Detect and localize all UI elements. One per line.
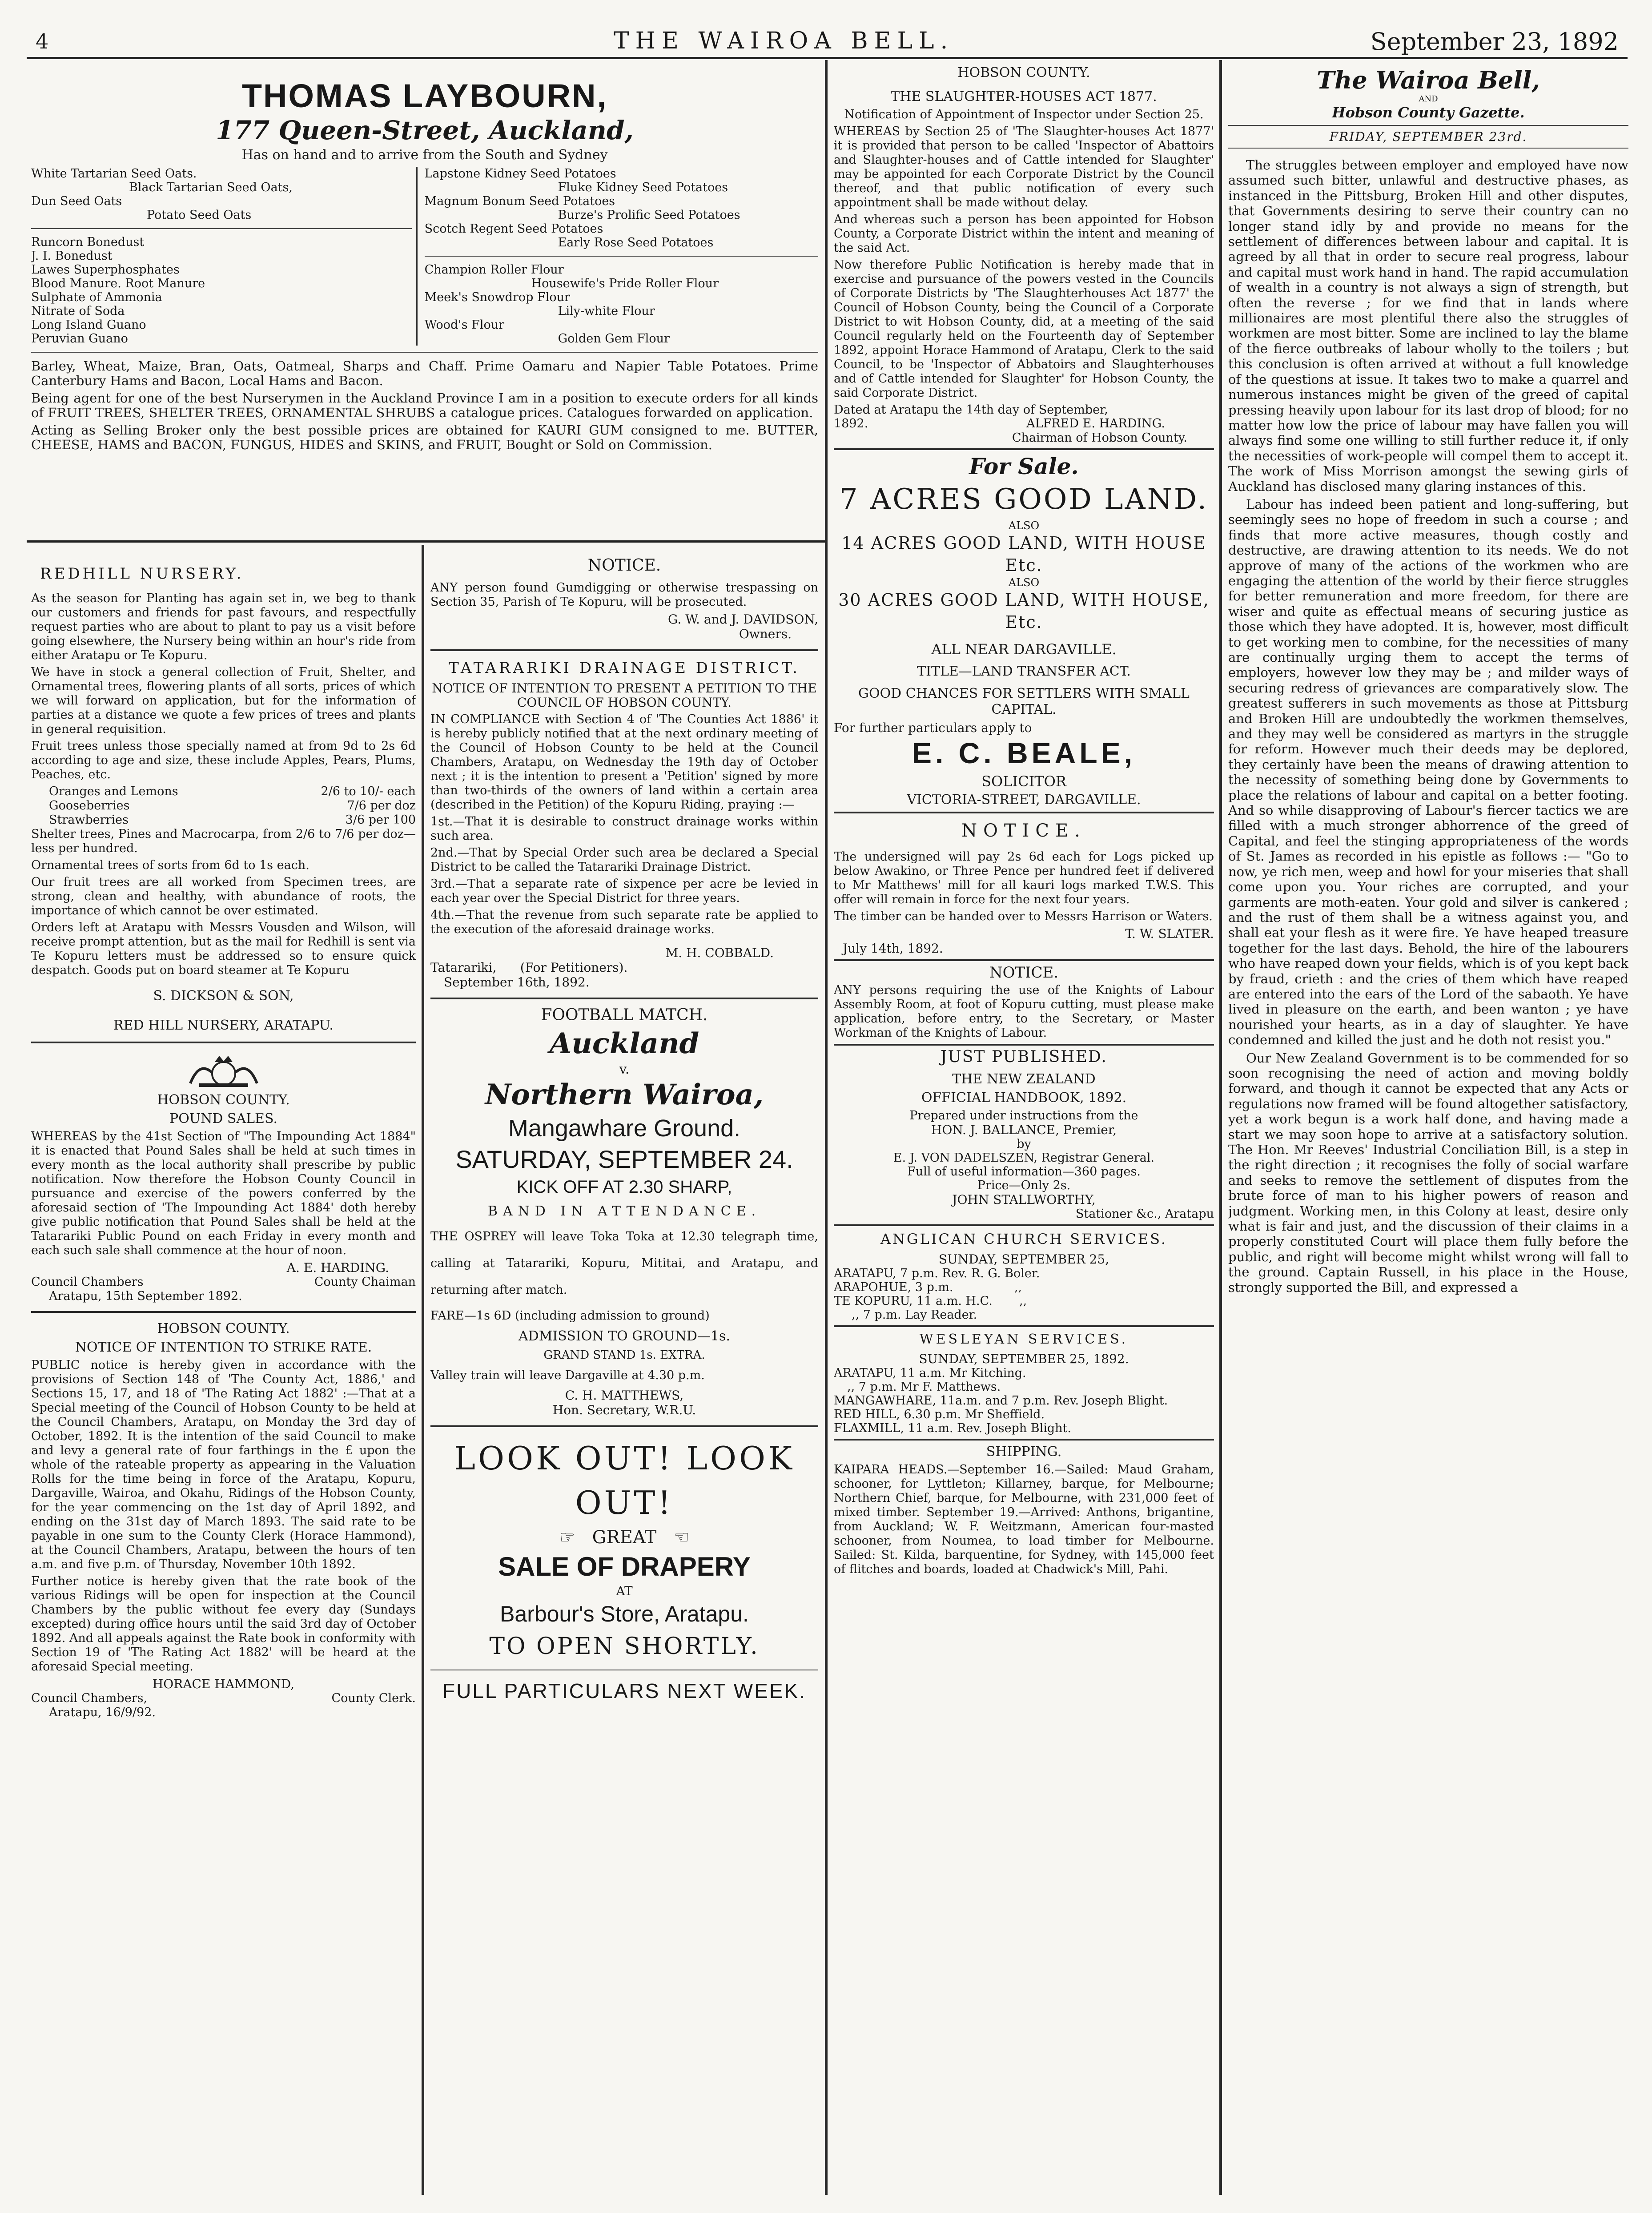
redhill-ad	[31, 565, 416, 1034]
strike-body: Further notice is hereby given that the rate book of the various Ridings will be open for inspection at the Council Chambers by the public without fee every day (Sundays excepted) during office hours until the said 3rd day of October 1892. And all appeals against the Rate book in conformity with Section 19 of 'The Rating Act 1882' will be heard at the aforesaid Special meeting.	[31, 1574, 416, 1674]
football-date: SATURDAY, SEPTEMBER 24.	[455, 1145, 793, 1173]
stock-item: Nitrate of Soda	[31, 304, 125, 318]
anglican-services	[834, 1231, 1214, 1322]
divider	[430, 998, 818, 999]
published-by: by	[1017, 1137, 1031, 1151]
forsale-title: TITLE—LAND TRANSFER ACT.	[917, 664, 1131, 679]
drapery-full: FULL PARTICULARS NEXT WEEK.	[442, 1679, 807, 1702]
column-rule	[1219, 60, 1222, 2195]
price-item: Oranges and Lemons	[49, 785, 178, 798]
drapery-lookout: LOOK OUT! LOOK OUT!	[454, 1440, 795, 1521]
slaughter-sig-row	[834, 417, 1214, 431]
football-admission: ADMISSION TO GROUND—1s.	[519, 1328, 730, 1344]
service-ditto: ,,	[1019, 1294, 1027, 1308]
published-seller-role: Stationer &c., Aratapu	[1075, 1207, 1214, 1221]
labour-heading: NOTICE.	[989, 964, 1059, 982]
price-row	[31, 813, 416, 827]
service-line: RED HILL, 6.30 p.m. Mr Sheffield.	[834, 1408, 1045, 1421]
anglican-heading: ANGLICAN CHURCH SERVICES.	[880, 1231, 1168, 1247]
gumdig-signature: G. W. and J. DAVIDSON,	[667, 612, 818, 627]
football-osprey: THE OSPREY will leave Toka Toka at 12.30 telegraph time, calling at Tatarariki, Kopuru, Mititai, and Aratapu, and returning after match.	[430, 1230, 818, 1297]
redhill-para: Ornamental trees of sorts from 6d to 1s each.	[31, 858, 309, 872]
drainage-item: 1st.—That it is desirable to construct drainage works within such area.	[430, 815, 818, 843]
editorial-para: Labour has indeed been patient and long-suffering, but seemingly sees no hope of freedom in such a course ; and finds that more active measures, though costly and destructive, are drawing attention to its needs. We do not approve of many of the actions of the workmen who are engaging the attention of the world by their fierce struggles for better remuneration and more freedom, for there are wiser and quite as effectual means of securing justice as those which they have adopted. It is, however, most difficult to get working men to combine, for the necessities of many are continually urging them to accept the terms of employers, however low they may be ; and milder ways of securing redress of grievances are comparatively slow. The greatest sufferers in such movements as those at Pittsburg and Broken Hill are undoubtedly the workmen themselves, and they may well be considered as martyrs in the struggle for reform. However much their deeds may be deplored, they certainly have been the means of drawing attention to the necessity of something being done by Governments to place the relations of labour and capital on a better footing. And so while disapproving of Labour's fiercer tactics we are filled with a much stronger abhorrence of the greed of Capital, and feel the stinging appropriateness of the words of St. James as recorded in his epistle as follows :— "Go to now, ye rich men, weep and howl for your miseries that shall come upon you. Your riches are corrupted, and your garments are moth-eaten. Your gold and silver is cankered ; and the rust of them shall be a witness against you, and shall eat your flesh as it were fire. Ye have heaped treasure together for the last days. Behold, the hire of the labourers who have reaped down your fields, which is of you kept back by fraud, crieth : and the cries of them which have reaped are entered into the ears of the Lord of the sabaoth. Ye have lived in pleasure on the earth, and been wanton ; ye have nourished your hearts, as in a day of slaughter. Ye have condemned and killed the just and he doth not resist you."	[1228, 496, 1628, 1048]
laybourn-name: THOMAS LAYBOURN,	[241, 78, 608, 114]
drainage-item: 2nd.—That by Special Order such area be declared a Special District to be called the Tatarariki Drainage District.	[430, 846, 818, 874]
laybourn-para: Acting as Selling Broker only the best possible prices are obtained for KAURI GUM consigned to me. BUTTER, CHEESE, HAMS and BACON, FUNGUS, HIDES and SKINS, and FRUIT, Bought or Sold on Commission.	[31, 422, 818, 452]
redhill-para: Orders left at Aratapu with Messrs Vousden and Wilson, will receive prompt attention, but as the mail for Redhill is sent via Te Kopuru letters must be addressed so to ensure quick despatch. Goods put on board steamer at Te Kopuru	[31, 921, 416, 977]
divider	[31, 1311, 416, 1313]
service-line	[834, 1308, 1214, 1322]
stock-item: J. I. Bonedust	[31, 249, 113, 263]
column-1	[31, 551, 416, 2197]
laybourn-ad	[31, 78, 818, 536]
page-number: 4	[36, 29, 49, 53]
masthead-title: THE WAIROA BELL.	[614, 28, 954, 54]
service-text: TE KOPURU, 11 a.m. H.C.	[834, 1294, 993, 1308]
stock-item: Dun Seed Oats	[31, 194, 122, 208]
divider	[834, 1044, 1214, 1046]
price-item: Gooseberries	[49, 799, 130, 813]
strike-place: Council Chambers,	[31, 1691, 148, 1705]
gumdigging-notice	[430, 558, 818, 641]
strike-heading: HOBSON COUNTY.	[157, 1321, 290, 1336]
price-item: Strawberries	[49, 813, 129, 827]
logs-signature: T. W. SLATER.	[1125, 926, 1214, 941]
divider	[430, 1425, 818, 1427]
laybourn-para: Barley, Wheat, Maize, Bran, Oats, Oatmeal, Sharps and Chaff. Prime Oamaru and Napier Table Potatoes. Prime Canterbury Hams and Bacon, Local Hams and Bacon.	[31, 358, 818, 388]
drainage-place: Tatarariki,	[430, 960, 497, 975]
strike-date: Aratapu, 16/9/92.	[49, 1706, 156, 1719]
published-author: E. J. VON DADELSZEN, Registrar General.	[893, 1151, 1155, 1165]
laybourn-left-list	[31, 167, 418, 346]
service-line	[834, 1280, 1214, 1294]
stock-item: Lily-white Flour	[558, 304, 655, 318]
editorial-title: The Wairoa Bell,	[1316, 66, 1540, 94]
stock-item: Champion Roller Flour	[424, 263, 564, 277]
price-value: 3/6 per 100	[345, 813, 416, 827]
slaughter-heading: HOBSON COUNTY.	[957, 65, 1090, 80]
service-text: ,, 7 p.m. Lay Reader.	[852, 1308, 977, 1322]
service-text: ARAPOHUE, 3 p.m.	[834, 1280, 953, 1294]
pound-sales-notice	[31, 1052, 416, 1303]
slaughter-signature: ALFRED E. HARDING.	[1026, 417, 1165, 431]
service-line: FLAXMILL, 11 a.m. Rev. Joseph Blight.	[834, 1421, 1072, 1435]
logs-heading: NOTICE.	[961, 821, 1086, 841]
slaughter-body: Now therefore Public Notification is hereby made that in exercise and pursuance of the powers vested in the Councils of Corporate Districts by 'The Slaughterhouses Act 1877' the Council of Hobson County, being the Council of a Corporate District to wit Hobson County, did, at a meeting of the said Council regularly held on the Fourteenth day of September 1892, appoint Horace Hammond of Aratapu, Clerk to the said Council, to be 'Inspector of Abbatoirs and Slaughterhouses and of Cattle intended for Slaughter' for Hobson County, the said Corporate District.	[834, 258, 1214, 400]
football-ground: Mangawhare Ground.	[508, 1115, 741, 1142]
slaughter-subheading: THE SLAUGHTER-HOUSES ACT 1877.	[891, 89, 1157, 105]
slaughter-dated: Dated at Aratapu the 14th day of September,	[834, 403, 1108, 417]
price-row	[31, 785, 416, 799]
forsale-lot1: 7 ACRES GOOD LAND.	[839, 483, 1209, 516]
forsale-also: ALSO	[1008, 576, 1040, 589]
shipping-body: KAIPARA HEADS.—September 16.—Sailed: Maud Graham, schooner, for Lyttleton; Killarney, barque, for Melbourne; Northern Chief, barque, for Melbourne, with 231,000 feet of mixed timber. September 19.—Arrived: Anthons, brigantine, from Auckland; W. F. Weitzmann, American four-masted schooner, from Noumea, to load timber for Melbourne. Sailed: St. Kilda, barquentine, for Sydney, with 145,000 feet of flitches and boards, loaded at Chadwick's Mill, Pahi.	[834, 1463, 1214, 1576]
anglican-date: SUNDAY, SEPTEMBER 25,	[938, 1252, 1109, 1267]
price-value: 2/6 to 10/- each	[321, 785, 416, 798]
section-rule	[27, 540, 825, 543]
drainage-date: September 16th, 1892.	[444, 975, 590, 990]
laybourn-address: 177 Queen-Street, Auckland,	[216, 115, 634, 145]
slaughter-role: Chairman of Hobson County.	[1012, 431, 1187, 445]
editorial-para: The struggles between employer and employed have now assumed such bitter, unlawful and destructive phases, as instanced in the Pittsburg, Broken Hill and other disputes, that Governments desiring to serve their country can no longer stand idly by and provide no means for the settlement of differences between labour and capital. It is agreed by all that in order to secure real progress, labour and capital must work hand in hand. The rapid accumulation of wealth in a country is not always a sign of strength, but often the reverse ; for we find that in lands where millionaires are most plentiful there also the struggles of workmen are most bitter. Some are inclined to lay the blame of the fierce outbreaks of labour wholly to the toilers ; but this conclusion is often arrived at without a full knowledge of the questions at issue. It takes two to make a quarrel and numerous instances might be given of the greed of capital pressing heavily upon labour for its last drop of blood; for no matter how low the price of labour may have fallen you will always find some one willing to still further reduce it, if only the necessities of work-people will compel them to accept it. The work of Miss Morrison amongst the sewing girls of Auckland has disclosed many glaring instances of this.	[1228, 157, 1628, 494]
stock-item: Golden Gem Flour	[558, 332, 670, 346]
service-line	[834, 1267, 1214, 1280]
slaughter-notice	[834, 65, 1214, 445]
laybourn-stock-lists	[31, 167, 818, 346]
published-title-1: THE NEW ZEALAND	[952, 1071, 1096, 1087]
strike-roles	[31, 1691, 416, 1706]
drainage-item: 4th.—That the revenue from such separate rate be applied to the execution of the aforesaid drainage works.	[430, 908, 818, 936]
stock-item: Fluke Kidney Seed Potatoes	[558, 181, 728, 194]
masthead-rule	[27, 57, 1628, 59]
drapery-great-row	[430, 1525, 818, 1550]
column-2	[430, 551, 818, 2197]
forsale-chances: GOOD CHANCES FOR SETTLERS WITH SMALL CAPITAL.	[858, 686, 1190, 717]
pound-role: Council Chambers	[31, 1275, 144, 1289]
divider	[1228, 125, 1628, 126]
football-fare: FARE—1s 6D (including admission to ground)	[430, 1309, 710, 1323]
logs-notice	[834, 821, 1214, 956]
logs-date: July 14th, 1892.	[843, 941, 943, 956]
service-line: ARATAPU, 11 a.m. Mr Kitching.	[834, 1366, 1026, 1380]
divider	[834, 1224, 1214, 1226]
redhill-para: Shelter trees, Pines and Macrocarpa, from 2/6 to 7/6 per doz—less per hundred.	[31, 827, 416, 855]
forsale-lot3: 30 ACRES GOOD LAND, WITH HOUSE, Etc.	[838, 590, 1210, 632]
stock-item: Meek's Snowdrop Flour	[424, 290, 570, 304]
pound-body: WHEREAS by the 41st Section of "The Impounding Act 1884" it is enacted that Pound Sales shall be held at such times in every month as the local authority shall prescribe by public notification. Now therefore the Hobson County Council in pursuance and exercise of the powers conferred by the aforesaid section of 'The Impounding Act 1884' doth hereby give public notification that Pound Sales shall be held at the Tatarariki Public Pound on each Friday in every month and each such sale shall commence at the hour of noon.	[31, 1130, 416, 1257]
forsale-apply: For further particulars apply to	[834, 720, 1032, 735]
drainage-notice	[430, 659, 818, 990]
editorial-and: AND	[1419, 94, 1438, 104]
divider	[1228, 148, 1628, 149]
stock-item: Blood Manure. Root Manure	[31, 277, 205, 290]
royal-crest-icon	[31, 1052, 416, 1090]
pound-signature: A. E. HARDING.	[286, 1260, 389, 1275]
football-role: Hon. Secretary, W.R.U.	[552, 1403, 696, 1417]
stock-item: Sulphate of Ammonia	[31, 290, 162, 304]
stock-item: Peruvian Guano	[31, 332, 128, 346]
labour-notice	[834, 965, 1214, 1040]
strike-role: County Clerk.	[331, 1691, 416, 1705]
football-team1: Auckland	[549, 1027, 699, 1060]
football-vs: v.	[619, 1062, 630, 1077]
editorial-dateline: FRIDAY, SEPTEMBER 23rd.	[1329, 129, 1527, 144]
shipping-news	[834, 1444, 1214, 1577]
gumdig-role: Owners.	[739, 627, 792, 641]
pointing-hand-icon: ☞	[559, 1527, 575, 1548]
divider	[31, 228, 412, 229]
stock-item: Long Island Guano	[31, 318, 146, 332]
divider	[31, 1042, 416, 1043]
editorial-subtitle: Hobson County Gazette.	[1332, 104, 1525, 121]
stock-item: Scotch Regent Seed Potatoes	[424, 222, 603, 236]
football-kickoff: KICK OFF AT 2.30 SHARP,	[516, 1177, 732, 1197]
price-value: 7/6 per doz	[347, 799, 416, 813]
strike-signature: HORACE HAMMOND,	[152, 1677, 295, 1691]
redhill-para: We have in stock a general collection of Fruit, Shelter, and Ornamental trees, flowering plants of all sorts, prices of which we will forward on application, but for the information of parties at a distance we quote a few prices of trees and plants in general requisition.	[31, 665, 416, 736]
redhill-place: RED HILL NURSERY, ARATAPU.	[113, 1018, 334, 1033]
stock-item: Potato Seed Oats	[147, 208, 252, 222]
football-train: Valley train will leave Dargaville at 4.30 p.m.	[430, 1368, 705, 1382]
pound-role: County Chaiman	[314, 1275, 416, 1289]
published-title-2: OFFICIAL HANDBOOK, 1892.	[921, 1090, 1127, 1106]
drapery-at: AT	[616, 1584, 633, 1598]
divider	[834, 448, 1214, 450]
drapery-sale: SALE OF DRAPERY	[498, 1552, 751, 1581]
divider	[834, 812, 1214, 813]
football-team2: Northern Wairoa,	[485, 1078, 764, 1111]
pound-subheading: POUND SALES.	[169, 1111, 277, 1127]
football-ad	[430, 1007, 818, 1417]
drainage-subheading: NOTICE OF INTENTION TO PRESENT A PETITION TO THE COUNCIL OF HOBSON COUNTY.	[432, 681, 817, 710]
forsale-role: SOLICITOR	[981, 773, 1066, 790]
laybourn-tagline: Has on hand and to arrive from the South and Sydney	[241, 147, 608, 163]
strike-subheading: NOTICE OF INTENTION TO STRIKE RATE.	[75, 1340, 372, 1355]
divider	[834, 1325, 1214, 1327]
price-row	[31, 799, 416, 813]
forsale-name: E. C. BEALE,	[912, 736, 1136, 769]
service-ditto: ,,	[1014, 1280, 1022, 1294]
service-line: ,, 7 p.m. Mr F. Matthews.	[847, 1380, 1001, 1394]
editorial-column	[1228, 62, 1628, 2197]
drainage-body: IN COMPLIANCE with Section 4 of 'The Counties Act 1886' it is hereby publicly notified that at the next ordinary meeting of the Council of Hobson County to be held at the Council Chambers, Aratapu, on Wednesday the 19th day of October next ; it is the intention to present a 'Petition' signed by more than two-thirds of the owners of land within a certain area (described in the Petition) of the Kopuru Riding, praying :—	[430, 712, 818, 812]
drainage-signature: M. H. COBBALD.	[665, 946, 774, 960]
labour-body: ANY persons requiring the use of the Knights of Labour Assembly Room, at foot of Kopuru cutting, must please make application, before entry, to the Secretary, or Master Workman of the Knights of Labour.	[834, 983, 1214, 1040]
drapery-store: Barbour's Store, Aratapu.	[500, 1601, 749, 1626]
published-seller: JOHN STALLWORTHY,	[952, 1192, 1096, 1207]
football-band: BAND IN ATTENDANCE.	[487, 1203, 761, 1219]
laybourn-para: Being agent for one of the best Nurserymen in the Auckland Province I am in a position to execute orders for all kinds of FRUIT TREES, SHELTER TREES, ORNAMENTAL SHRUBS a catalogue prices. Catalogues forwarded on application.	[31, 390, 818, 420]
slaughter-year: 1892.	[834, 417, 868, 431]
for-sale-ad	[834, 454, 1214, 808]
masthead	[27, 23, 1628, 59]
stock-item: Burze's Prolific Seed Potatoes	[558, 208, 740, 222]
pound-heading: HOBSON COUNTY.	[157, 1092, 290, 1108]
masthead-date: September 23, 1892	[1370, 28, 1619, 56]
stock-item: Housewife's Pride Roller Flour	[531, 277, 719, 290]
stock-item: Lapstone Kidney Seed Potatoes	[424, 167, 616, 181]
published-info: Full of useful information—360 pages.	[907, 1165, 1141, 1179]
redhill-para: As the season for Planting has again set in, we beg to thank our customers and friends for past favours, and respectfully request parties who are about to plant to pay us a visit before going elsewhere, the Nursery being within an hour's ride from either Aratapu or Te Kopuru.	[31, 591, 416, 662]
service-line	[834, 1294, 1214, 1308]
drainage-heading: TATARARIKI DRAINAGE DISTRICT.	[449, 659, 800, 677]
pointing-hand-icon: ☜	[673, 1527, 690, 1548]
column-rule	[422, 545, 424, 2195]
drapery-great: GREAT	[592, 1527, 657, 1548]
football-stand: GRAND STAND 1s. EXTRA.	[543, 1348, 705, 1362]
logs-body: The undersigned will pay 2s 6d each for Logs picked up below Awakino, or Three Pence per hundred feet if delivered to Mr Matthews' mill for all kauri logs marked T.W.S. This offer will remain in force for the next four years.	[834, 850, 1214, 906]
just-published-ad	[834, 1049, 1214, 1221]
divider	[834, 959, 1214, 961]
redhill-heading: REDHILL NURSERY.	[40, 565, 244, 583]
pound-roles	[31, 1275, 416, 1289]
forsale-street: VICTORIA-STREET, DARGAVILLE.	[907, 792, 1141, 808]
forsale-lot2: 14 ACRES GOOD LAND, WITH HOUSE Etc.	[841, 533, 1206, 575]
published-hon: HON. J. BALLANCE, Premier,	[931, 1123, 1117, 1137]
redhill-para: Fruit trees unless those specially named at from 9d to 2s 6d according to age and size, these include Apples, Pears, Plums, Peaches, etc.	[31, 739, 416, 781]
published-heading: JUST PUBLISHED.	[941, 1048, 1107, 1066]
wesleyan-heading: WESLEYAN SERVICES.	[919, 1332, 1129, 1347]
slaughter-subheading-2: Notification of Appointment of Inspector under Section 25.	[844, 108, 1204, 121]
football-signature: C. H. MATTHEWS,	[565, 1388, 684, 1403]
stock-item: Wood's Flour	[424, 318, 505, 332]
pound-date: Aratapu, 15th September 1892.	[49, 1289, 242, 1303]
drainage-item: 3rd.—That a separate rate of sixpence per acre be levied in each year over the Special District for three years.	[430, 877, 818, 905]
stock-item: Early Rose Seed Potatoes	[558, 236, 714, 249]
gumdig-body: ANY person found Gumdigging or otherwise trespassing on Section 35, Parish of Te Kopuru, will be prosecuted.	[430, 581, 818, 609]
slaughter-body: WHEREAS by Section 25 of 'The Slaughter-houses Act 1877' it is provided that person to be called 'Inspector of Abattoirs and Slaughter-houses and of Cattle intended for Slaughter' may be appointed for each Corporate District by the Council thereof, and that public notification of every such appointment shall be made without delay.	[834, 125, 1214, 209]
divider	[430, 649, 818, 651]
forsale-near: ALL NEAR DARGAVILLE.	[931, 641, 1117, 658]
logs-body: The timber can be handed over to Messrs Harrison or Waters.	[834, 909, 1213, 923]
column-rule	[825, 60, 828, 2195]
published-price: Price—Only 2s.	[977, 1179, 1071, 1192]
strike-rate-notice	[31, 1321, 416, 1719]
football-heading: FOOTBALL MATCH.	[541, 1006, 708, 1024]
stock-item: Magnum Bonum Seed Potatoes	[424, 194, 615, 208]
drapery-ad	[430, 1436, 818, 1705]
stock-item: White Tartarian Seed Oats.	[31, 167, 197, 181]
shipping-heading: SHIPPING.	[986, 1444, 1062, 1460]
editorial-para: Our New Zealand Government is to be commended for so soon recognising the need of action and moving boldly forward, and though it cannot be expected that any Acts or regulations now framed will be found altogether satisfactory, yet a work begun is a work half done, and having made a start we may soon hope to arrive at a satisfactory solution. The Hon. Mr Reeves' Industrial Conciliation Bill, is a step in the right direction ; it recognises the folly of social warfare and seeks to remove the settlement of disputes from the brute force of man to his higher powers of reason and judgment. Working men, in this Colony at least, desire only what is fair and just, and the discussion of their claims in a properly constituted Court will place them fully before the public, and right will become might whilst wrong will fall to the ground. Captain Russell, in his place in the House, strongly supported the Bill, and expressed a	[1228, 1050, 1628, 1295]
redhill-para: Our fruit trees are all worked from Specimen trees, are strong, clean and healthy, with abundance of roots, the importance of which cannot be over estimated.	[31, 875, 416, 917]
laybourn-right-list	[418, 167, 818, 346]
drainage-place-row	[430, 960, 818, 975]
forsale-heading: For Sale.	[969, 453, 1079, 479]
drainage-for: (For Petitioners).	[520, 960, 628, 975]
strike-body: PUBLIC notice is hereby given in accordance with the provisions of Section 148 of 'The County Act, 1886,' and Sections 15, 17, and 18 of 'The Rating Act 1882' :—That at a Special meeting of the Council of Hobson County to be held at the Council Chambers, Aratapu, on Monday the 3rd day of October, 1892. It is the intention of the said Council to make and levy a general rate of four farthings in the £ upon the whole of the rateable property as appearing in the Valuation Rolls for the time being in force of the Aratapu, Kopuru, Dargaville, Wairoa, and Okahu, Ridings of the Hobson County, for the year commencing on the 1st day of April 1892, and ending on the 31st day of March 1893. The said rate to be payable in one sum to the County Clerk (Horace Hammond), at the Council Chambers, Aratapu, between the hours of ten a.m. and five p.m. of Thursday, November 10th 1892.	[31, 1358, 416, 1571]
gumdig-heading: NOTICE.	[587, 556, 661, 575]
service-line: MANGAWHARE, 11a.m. and 7 p.m. Rev. Joseph Blight.	[834, 1394, 1168, 1408]
column-3	[834, 62, 1214, 2197]
wesleyan-services	[834, 1332, 1214, 1435]
divider	[425, 256, 818, 257]
slaughter-body: And whereas such a person has been appointed for Hobson County, a Corporate District within the intent and meaning of the said Act.	[834, 213, 1214, 255]
stock-item: Runcorn Bonedust	[31, 235, 145, 249]
redhill-signature: S. DICKSON & SON,	[153, 988, 294, 1004]
stock-item: Lawes Superphosphates	[31, 263, 180, 277]
service-text: ARATAPU, 7 p.m. Rev. R. G. Boler.	[834, 1267, 1040, 1280]
published-prepared: Prepared under instructions from the	[909, 1109, 1138, 1123]
forsale-also: ALSO	[1008, 519, 1040, 532]
stock-item: Black Tartarian Seed Oats,	[129, 181, 293, 194]
drapery-open: TO OPEN SHORTLY.	[489, 1633, 760, 1660]
divider	[834, 1439, 1214, 1440]
wesleyan-date: SUNDAY, SEPTEMBER 25, 1892.	[919, 1352, 1129, 1366]
divider	[31, 352, 818, 353]
